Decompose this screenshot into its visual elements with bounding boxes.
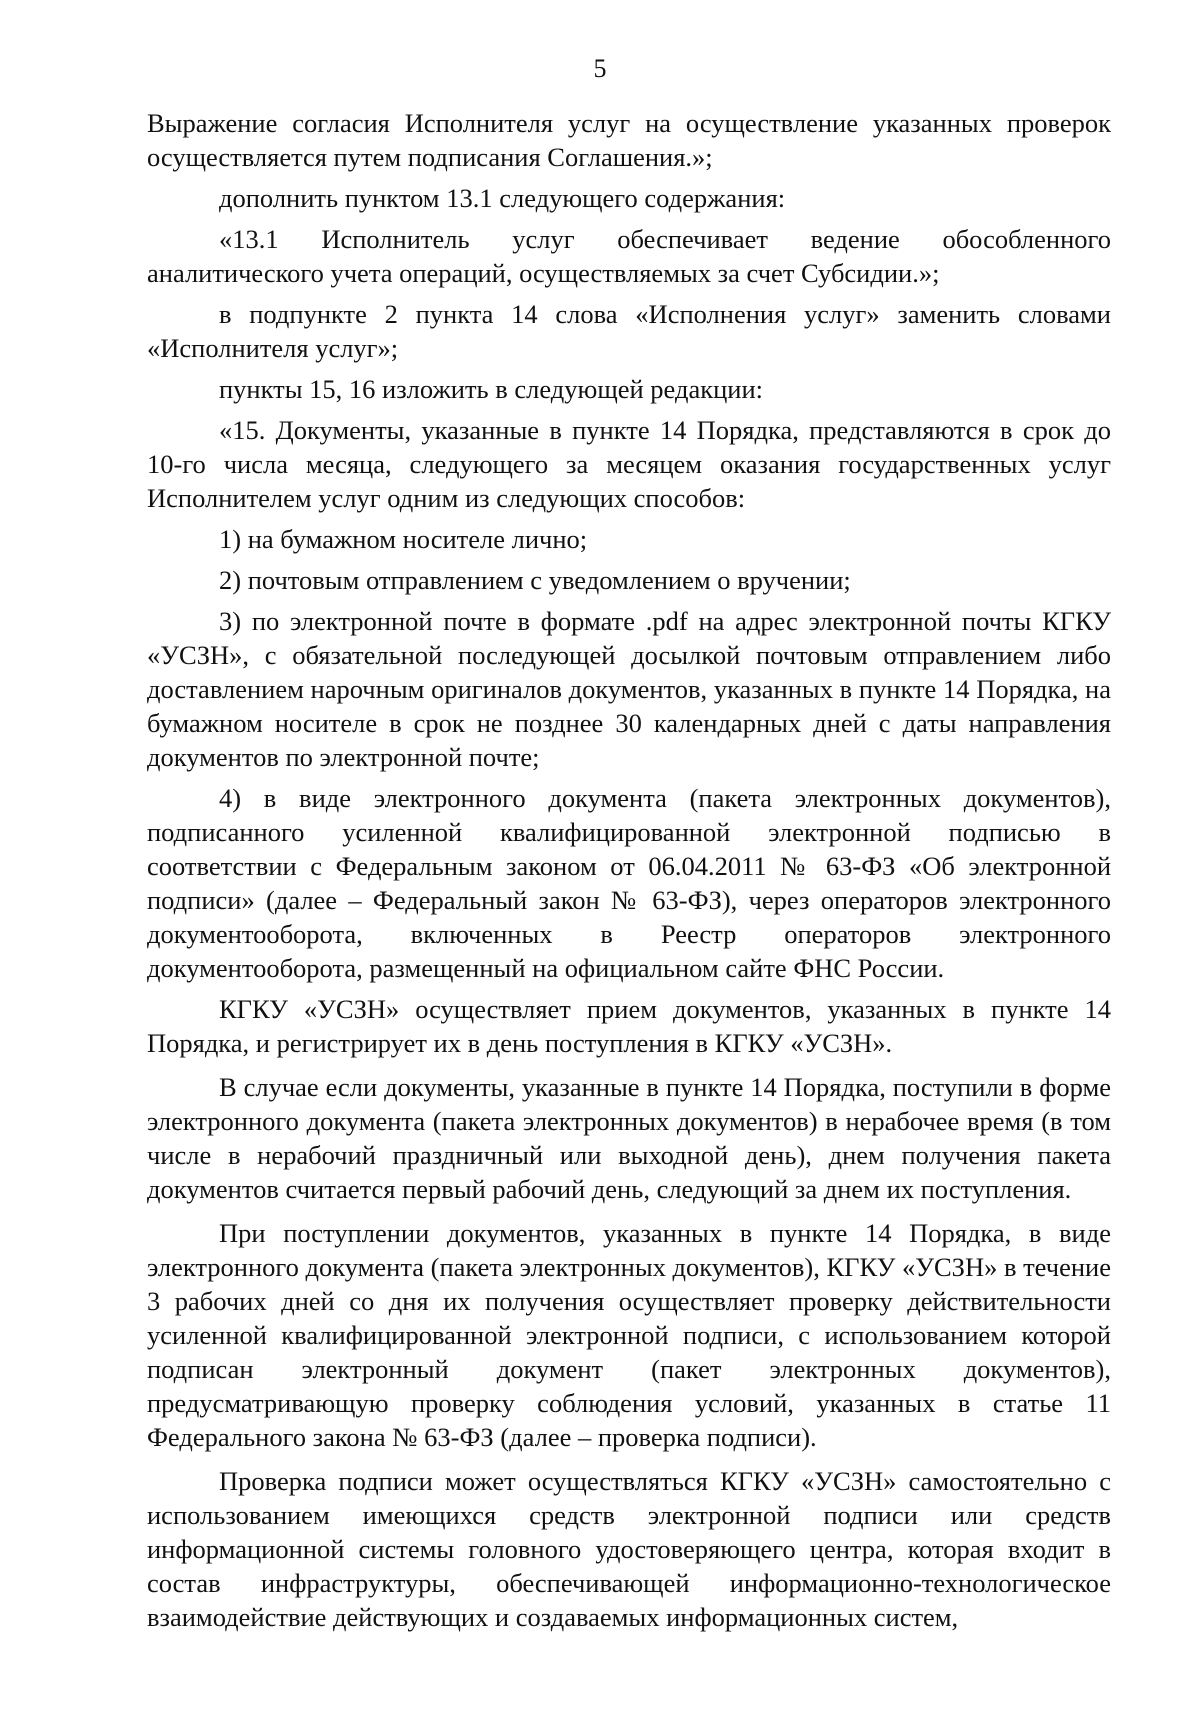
page-number: 5 (593, 54, 607, 83)
list-item-1-paper: 1) на бумажном носителе лично; (219, 524, 588, 554)
paragraph-add-item-13-1: дополнить пунктом 13.1 следующего содержания: (219, 183, 786, 213)
paragraph-signature-check: При поступлении документов, указанных в пункте 14 Порядка, в виде электронного документа (пакета электронных документов), КГКУ «УСЗН» в течение 3 рабочих дней со дня их получения осуществляет проверку действительности усиленной квалифицированной электронной подписи, с использованием которой подписан электронный документ (пакет электронных документов), предусматривающую проверку соблюдения условий, указанных в статье 11 Федерального закона № 63-ФЗ (далее – проверка подписи). (147, 1218, 1111, 1452)
paragraph-consent-continuation: Выражение согласия Исполнителя услуг на осуществление указанных проверок осуществляется путем подписания Соглашения.»; (147, 108, 1111, 172)
paragraph-signature-check-means: Проверка подписи может осуществляться КГКУ «УСЗН» самостоятельно с использованием имеющихся средств электронной подписи или средств информационной системы головного удостоверяющего центра, которая входит в состав инфраструктуры, обеспечивающей информационно-технологическое взаимодействие действующих и создаваемых информационных систем, (147, 1466, 1111, 1632)
paragraph-item-13-1: «13.1 Исполнитель услуг обеспечивает ведение обособленного аналитического учета операций, осуществляемых за счет Субсидии.»; (147, 224, 1111, 288)
paragraph-non-working-time: В случае если документы, указанные в пункте 14 Порядка, поступили в форме электронного документа (пакета электронных документов) в нерабочее время (в том числе в нерабочий праздничный или выходной день), днем получения пакета документов считается первый рабочий день, следующий за днем их поступления. (147, 1072, 1111, 1204)
paragraph-item-15: «15. Документы, указанные в пункте 14 Порядка, представляются в срок до 10-го числа месяца, следующего за месяцем оказания государственных услуг Исполнителем услуг одним из следующих способов: (147, 415, 1111, 513)
paragraph-items-15-16-intro: пункты 15, 16 изложить в следующей редакции: (219, 374, 764, 404)
paragraph-subitem-2-item-14: в подпункте 2 пункта 14 слова «Исполнения услуг» заменить словами «Исполнителя услуг»; (147, 299, 1111, 363)
document-body (147, 106, 1111, 1634)
list-item-4-electronic-document: 4) в виде электронного документа (пакета электронных документов), подписанного усиленной квалифицированной электронной подписью в соответствии с Федеральным законом от 06.04.2011 № 63-ФЗ «Об электронной подписи» (далее – Федеральный закон № 63-ФЗ), через операторов электронного документооборота, включенных в Реестр операторов электронного документооборота, размещенный на официальном сайте ФНС России. (147, 783, 1111, 983)
paragraph-acceptance: КГКУ «УСЗН» осуществляет прием документов, указанных в пункте 14 Порядка, и регистрирует их в день поступления в КГКУ «УСЗН». (147, 994, 1111, 1058)
list-item-3-email: 3) по электронной почте в формате .pdf на адрес электронной почты КГКУ «УСЗН», с обязательной последующей досылкой почтовым отправлением либо доставлением нарочным оригиналов документов, указанных в пункте 14 Порядка, на бумажном носителе в срок не позднее 30 календарных дней с даты направления документов по электронной почте; (147, 606, 1111, 772)
list-item-2-mail: 2) почтовым отправлением с уведомлением о вручении; (219, 565, 851, 595)
